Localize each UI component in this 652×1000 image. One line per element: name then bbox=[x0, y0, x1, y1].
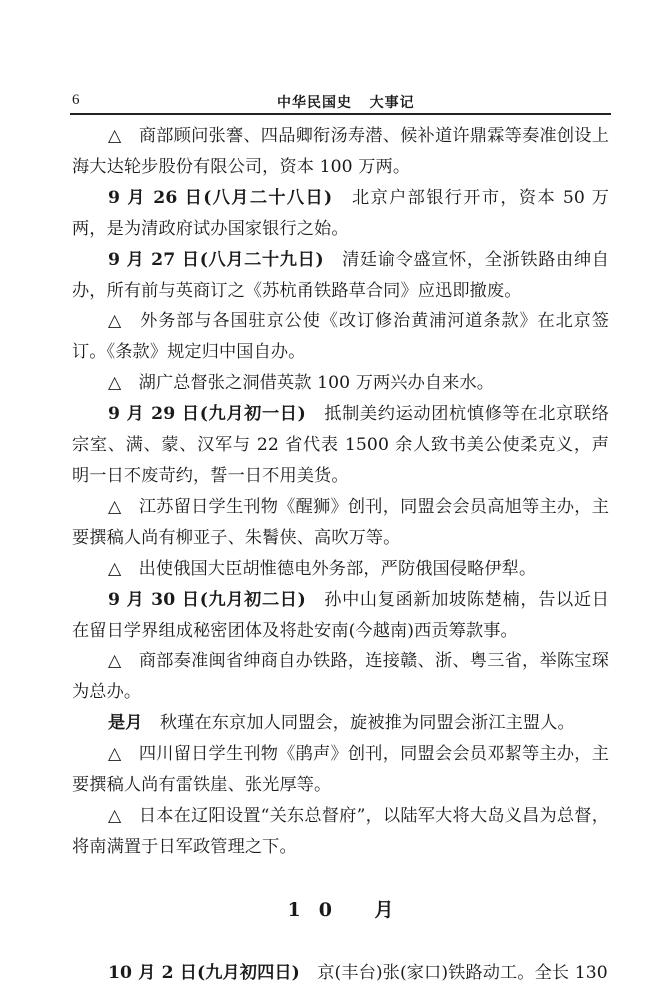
entry-paragraph bbox=[72, 399, 609, 492]
entry-paragraph bbox=[72, 121, 609, 183]
entry-text: 出使俄国大臣胡惟德电外务部，严防俄国侵略伊犁。 bbox=[138, 558, 537, 579]
entry-text: 湖广总督张之洞借英款 100 万两兴办自来水。 bbox=[138, 373, 495, 394]
entry-text: 外务部与各国驻京公使《改订修治黄浦河道条款》在北京签订。《条款》规定归中国自办。 bbox=[72, 311, 609, 363]
entry-text: 秋瑾在东京加人同盟会，旋被推为同盟会浙江主盟人。 bbox=[159, 713, 575, 734]
body-text bbox=[72, 121, 609, 989]
entry-date: 9 月 27 日(八月二十九日) bbox=[108, 249, 324, 270]
entry-paragraph bbox=[72, 245, 609, 307]
entry-date: 9 月 26 日(八月二十八日) bbox=[108, 187, 333, 208]
entry-text: 北京户部银行开市，资本 50 万两，是为清政府试办国家银行之始。 bbox=[72, 187, 609, 239]
entry-date: 9 月 30 日(九月初二日) bbox=[108, 589, 306, 610]
entry-paragraph bbox=[72, 306, 609, 368]
entry-paragraph bbox=[72, 183, 609, 245]
entry-text: 商部奏准闽省绅商自办铁路，连接赣、浙、粤三省，举陈宝琛为总办。 bbox=[72, 651, 609, 703]
header-rule bbox=[70, 113, 611, 115]
entry-text: 日本在辽阳设置“关东总督府”，以陆军大将大岛义昌为总督，将南满置于日军政管理之下。 bbox=[72, 805, 609, 857]
entry-text: 四川留日学生刊物《鹃声》创刊，同盟会会员邓絜等主办，主要撰稿人尚有雷铁崖、张光厚等。 bbox=[72, 744, 609, 796]
entry-paragraph bbox=[72, 801, 609, 863]
page-number: 6 bbox=[72, 92, 80, 108]
entry-paragraph bbox=[72, 958, 609, 989]
triangle-marker-icon: △ bbox=[108, 496, 122, 517]
entry-text: 孙中山复函新加坡陈楚楠，告以近日在留日学界组成秘密团体及将赴安南(今越南)西贡筹款事。 bbox=[72, 589, 609, 641]
entry-date: 10 月 2 日(九月初四日) bbox=[108, 962, 300, 983]
triangle-marker-icon: △ bbox=[108, 805, 122, 826]
triangle-marker-icon: △ bbox=[108, 744, 122, 765]
page-header bbox=[72, 90, 609, 110]
entry-paragraph bbox=[72, 554, 609, 585]
entry-date: 是月 bbox=[108, 713, 143, 734]
triangle-marker-icon: △ bbox=[108, 126, 122, 146]
entry-paragraph bbox=[72, 708, 609, 739]
month-heading: 10 月 bbox=[287, 898, 412, 921]
triangle-marker-icon: △ bbox=[108, 651, 122, 672]
entry-text: 商部顾问张謇、四品卿衔汤寿潜、候补道许鼎霖等奏准创设上海大达轮步股份有限公司，资本 100 万两。 bbox=[72, 126, 609, 177]
triangle-marker-icon: △ bbox=[108, 558, 122, 579]
triangle-marker-icon: △ bbox=[108, 311, 123, 332]
entry-text: 抵制美约运动团杭慎修等在北京联络宗室、满、蒙、汉军与 22 省代表 1500 余人致书美公使柔克义，声明一日不废苛约，誓一日不用美货。 bbox=[72, 404, 609, 486]
entry-paragraph bbox=[72, 368, 609, 399]
entry-paragraph bbox=[72, 585, 609, 647]
triangle-marker-icon: △ bbox=[108, 373, 122, 394]
entry-text: 清廷谕令盛宣怀，全浙铁路由绅自办，所有前与英商订之《苏杭甬铁路草合同》应迅即撤废。 bbox=[72, 249, 609, 301]
running-title: 中华民国史 大事记 bbox=[277, 95, 415, 111]
entry-paragraph bbox=[72, 739, 609, 801]
entry-paragraph bbox=[72, 492, 609, 554]
entry-paragraph bbox=[72, 646, 609, 708]
entry-text: 江苏留日学生刊物《醒狮》创刊，同盟会会员高旭等主办，主要撰稿人尚有柳亚子、朱鬌侠、高吹万等。 bbox=[72, 496, 609, 548]
entry-date: 9 月 29 日(九月初一日) bbox=[108, 404, 306, 425]
entry-text: 京(丰台)张(家口)铁路动工。全长 130 bbox=[317, 962, 608, 983]
